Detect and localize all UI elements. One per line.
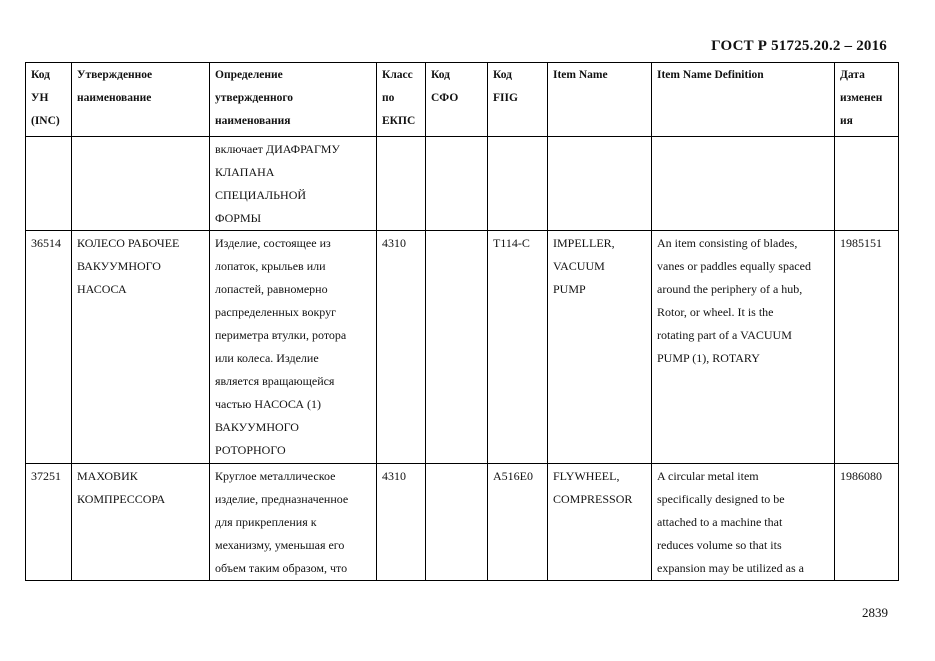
cell-change-date <box>835 137 899 231</box>
column-header-class: Класс по ЕКПС <box>377 63 426 137</box>
cell-fiig <box>488 137 548 231</box>
cell-fiig: T114-C <box>488 231 548 464</box>
column-header-approved-name: Утвержденное наименование <box>72 63 210 137</box>
column-header-item-name: Item Name <box>548 63 652 137</box>
column-header-item-name-definition: Item Name Definition <box>652 63 835 137</box>
table-row <box>26 137 899 231</box>
table-row <box>26 464 899 581</box>
cell-inc <box>26 137 72 231</box>
cell-item-name: IMPELLER, VACUUM PUMP <box>548 231 652 464</box>
column-header-change-date: Дата изменен ия <box>835 63 899 137</box>
cell-item-name-definition: An item consisting of blades, vanes or paddles equally spaced around the periphery of a hub, Rotor, or wheel. It is the rotating part of a VACUUM PUMP (1), ROTARY <box>652 231 835 464</box>
data-table <box>25 62 899 581</box>
cell-inc: 37251 <box>26 464 72 581</box>
column-header-fiig: Код FIIG <box>488 63 548 137</box>
cell-definition: Круглое металлическое изделие, предназначенное для прикрепления к механизму, уменьшая его объем таким образом, что <box>210 464 377 581</box>
cell-definition: включает ДИАФРАГМУ КЛАПАНА СПЕЦИАЛЬНОЙ ФОРМЫ <box>210 137 377 231</box>
cell-fiig: A516E0 <box>488 464 548 581</box>
cell-item-name: FLYWHEEL, COMPRESSOR <box>548 464 652 581</box>
column-header-inc: Код УН (INC) <box>26 63 72 137</box>
cell-inc: 36514 <box>26 231 72 464</box>
cell-item-name <box>548 137 652 231</box>
document-title: ГОСТ Р 51725.20.2 – 2016 <box>711 38 887 54</box>
cell-class: 4310 <box>377 464 426 581</box>
cell-change-date: 1986080 <box>835 464 899 581</box>
cell-approved-name: КОЛЕСО РАБОЧЕЕ ВАКУУМНОГО НАСОСА <box>72 231 210 464</box>
column-header-definition: Определение утвержденного наименования <box>210 63 377 137</box>
cell-item-name-definition: A circular metal item specifically designed to be attached to a machine that reduces volume so that its expansion may be utilized as a <box>652 464 835 581</box>
page-number: 2839 <box>862 605 888 620</box>
cell-approved-name: МАХОВИК КОМПРЕССОРА <box>72 464 210 581</box>
cell-approved-name <box>72 137 210 231</box>
table-header-row <box>26 63 899 137</box>
cell-item-name-definition <box>652 137 835 231</box>
cell-class: 4310 <box>377 231 426 464</box>
cell-change-date: 1985151 <box>835 231 899 464</box>
cell-definition: Изделие, состоящее из лопаток, крыльев или лопастей, равномерно распределенных вокруг периметра втулки, ротора или колеса. Изделие является вращающейся частью НАСОСА (1) ВАКУУМНОГО РОТОРНОГО <box>210 231 377 464</box>
table-row <box>26 231 899 464</box>
column-header-sfo: Код СФО <box>426 63 488 137</box>
cell-sfo <box>426 464 488 581</box>
cell-sfo <box>426 231 488 464</box>
cell-sfo <box>426 137 488 231</box>
cell-class <box>377 137 426 231</box>
